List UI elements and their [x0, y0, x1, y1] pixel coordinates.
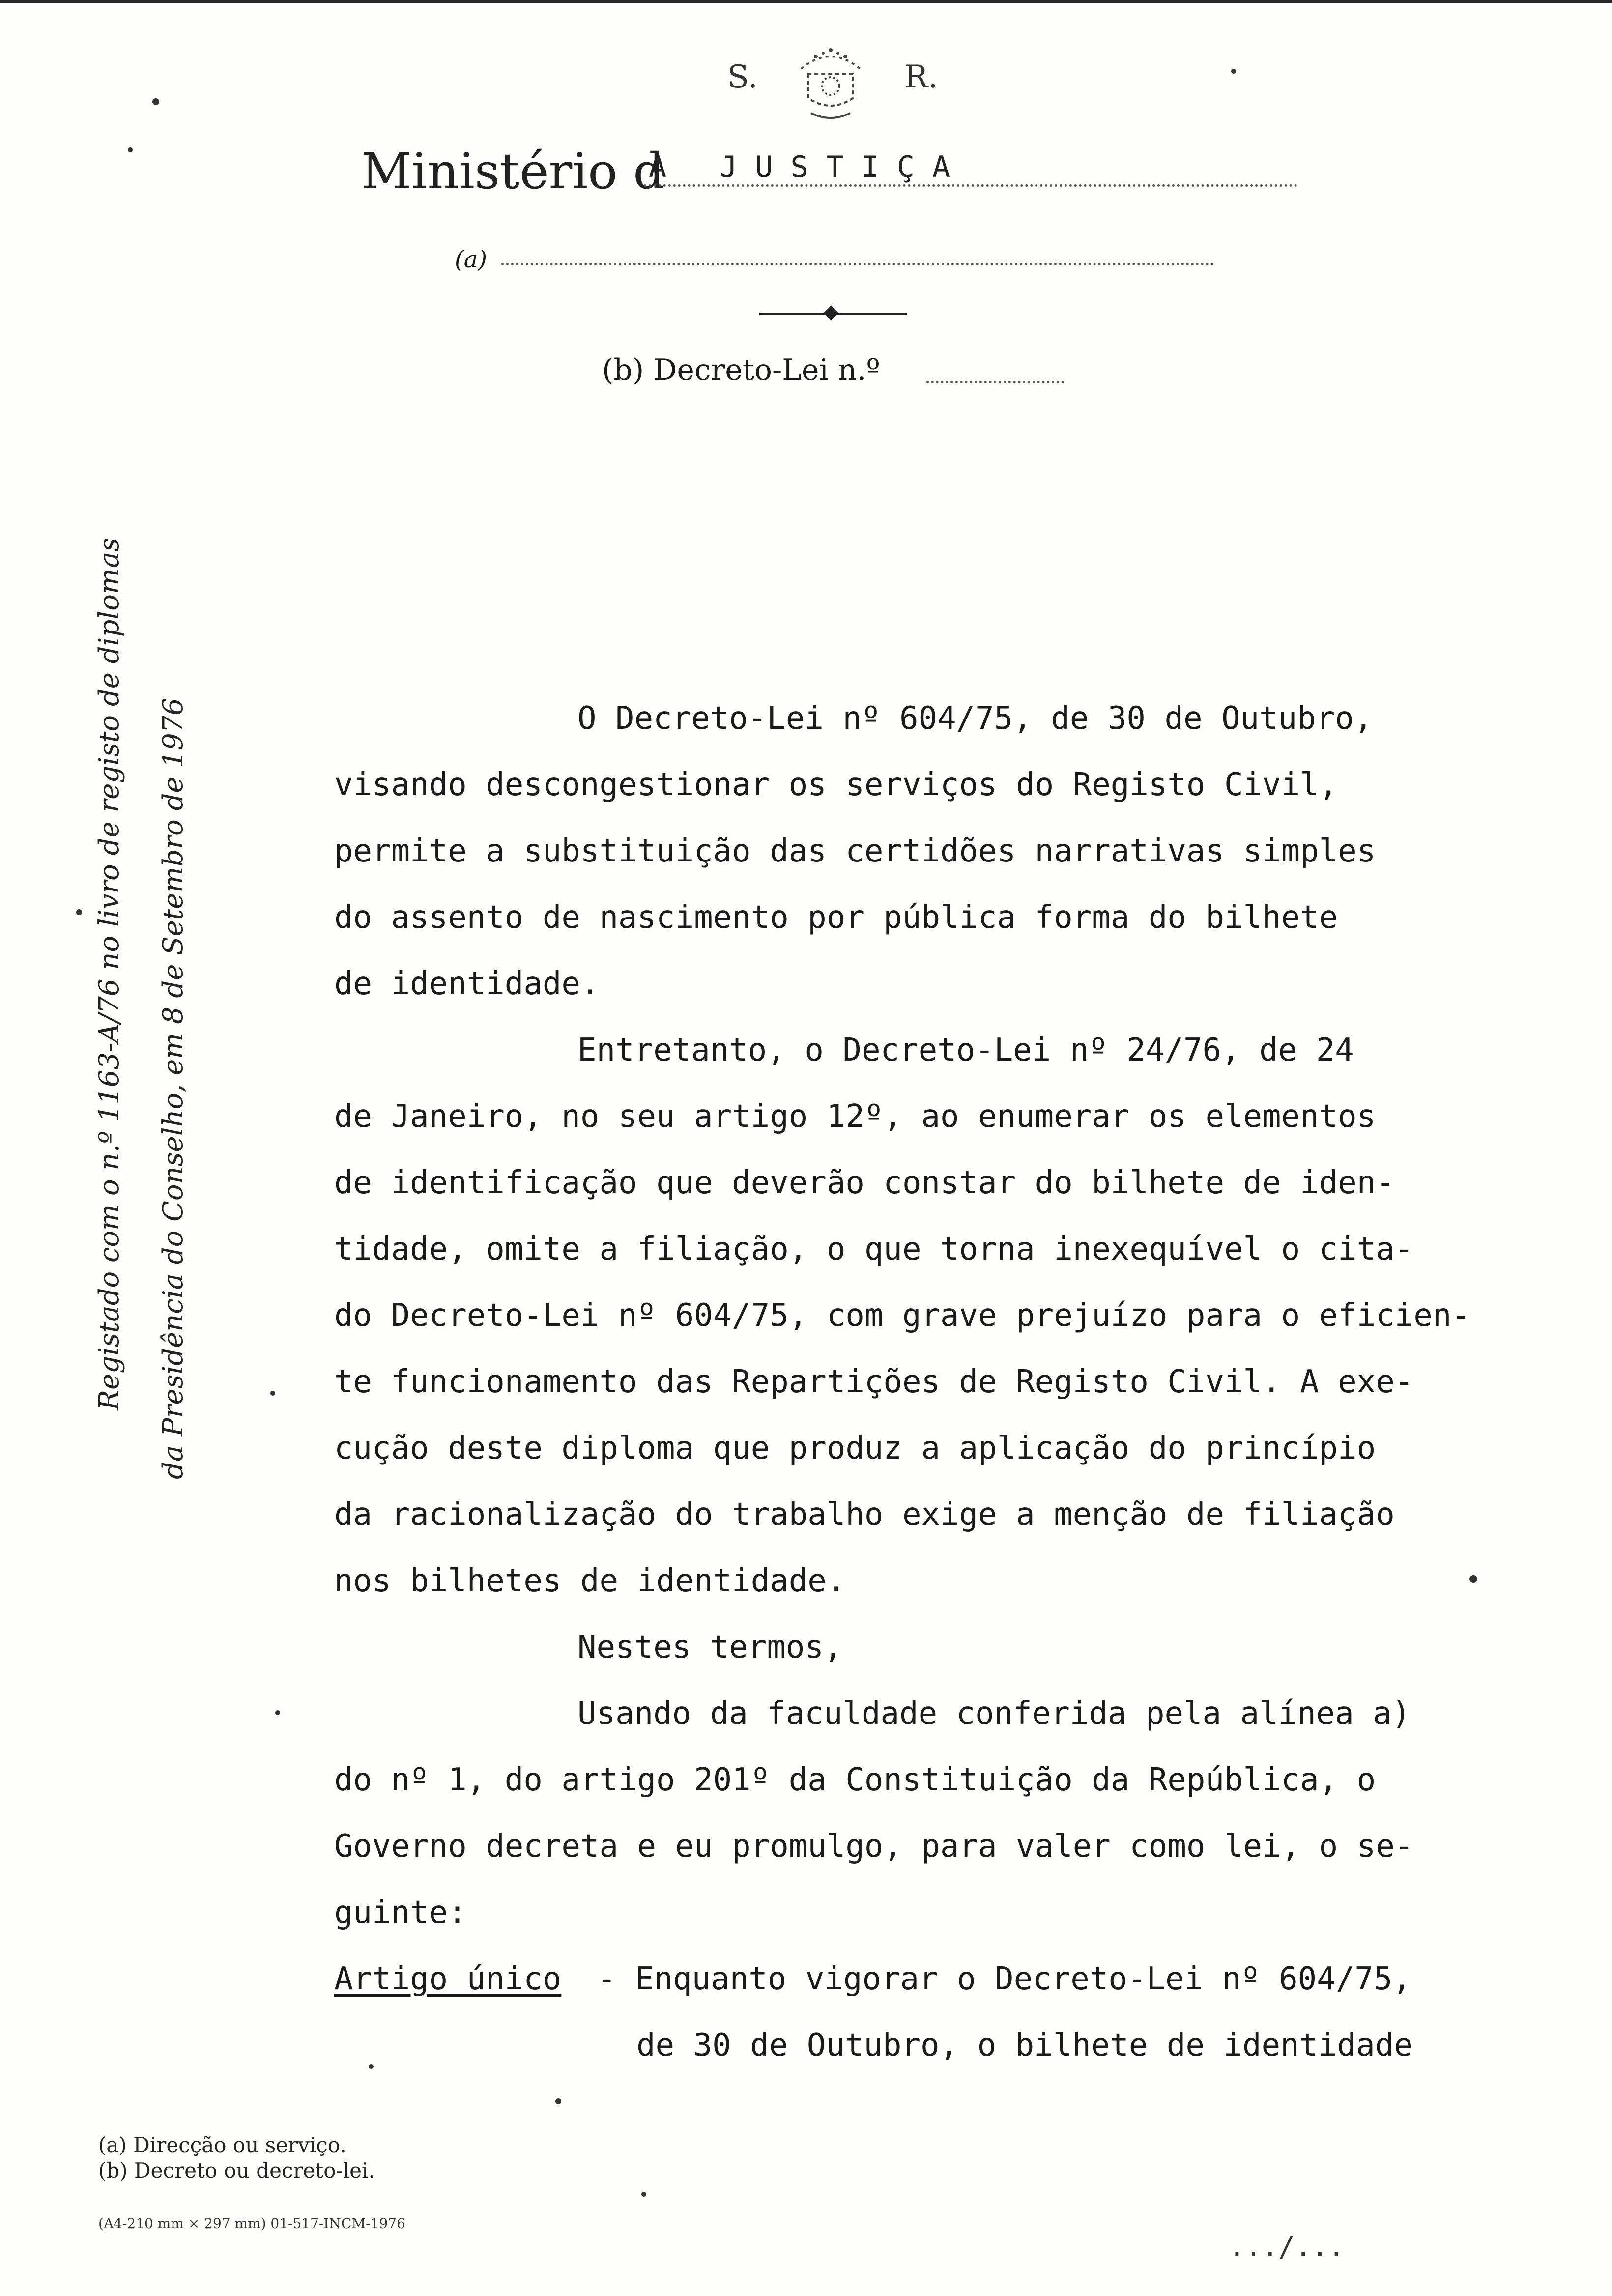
body-line: tidade, omite a filiação, o que torna inexequível o cita-	[334, 1231, 1414, 1267]
decreto-label: (b) Decreto-Lei n.º	[602, 353, 880, 387]
article-label: Artigo único	[334, 1961, 562, 1997]
body-line: da racionalização do trabalho exige a menção de filiação	[334, 1496, 1395, 1533]
margin-registration-note: Registado com o n.º 1163-A/76 no livro de registo de diplomas	[93, 537, 125, 1410]
ministerio-department: A JUSTIÇA	[649, 150, 968, 184]
divider-diamond-icon	[823, 305, 838, 320]
sr-left: S.	[727, 59, 758, 95]
scan-speck	[1469, 1575, 1477, 1583]
body-line: Entretanto, o Decreto-Lei nº 24/76, de 24	[577, 1032, 1354, 1068]
body-line: cução deste diploma que produz a aplicação do princípio	[334, 1430, 1376, 1466]
scan-speck	[128, 147, 133, 152]
body-line: do nº 1, do artigo 201º da Constituição da República, o	[334, 1762, 1376, 1798]
coat-of-arms-icon	[781, 39, 880, 123]
body-line: do Decreto-Lei nº 604/75, com grave prejuízo para o eficien-	[334, 1297, 1470, 1334]
scan-speck	[555, 2098, 561, 2104]
scan-speck	[76, 909, 82, 915]
body-line: guinte:	[334, 1894, 467, 1931]
scan-speck	[275, 1710, 280, 1715]
body-line: de identificação que deverão constar do bilhete de iden-	[334, 1165, 1395, 1201]
body-line: Governo decreta e eu promulgo, para valer como lei, o se-	[334, 1828, 1414, 1865]
ministerio-label: Ministério d	[361, 143, 665, 200]
scan-speck	[641, 2192, 646, 2197]
decreto-dotted-line	[926, 381, 1064, 383]
article-text-line: de 30 de Outubro, o bilhete de identidade	[636, 2027, 1413, 2064]
direccao-dotted-line	[501, 263, 1214, 265]
continuation-mark: .../...	[1229, 2231, 1345, 2263]
scan-speck	[152, 98, 159, 105]
body-line: visando descongestionar os serviços do Registo Civil,	[334, 767, 1338, 803]
body-line: nos bilhetes de identidade.	[334, 1563, 846, 1599]
body-line: de Janeiro, no seu artigo 12º, ao enumerar os elementos	[334, 1098, 1376, 1135]
top-edge-rule	[0, 0, 1612, 3]
footnote-b: (b) Decreto ou decreto-lei.	[98, 2158, 375, 2182]
body-line: permite a substituição das certidões narrativas simples	[334, 833, 1376, 869]
body-line: de identidade.	[334, 966, 600, 1002]
article-text-line: - Enquanto vigorar o Decreto-Lei nº 604/75,	[597, 1961, 1411, 1997]
direccao-label: (a)	[455, 246, 488, 273]
body-line: te funcionamento das Repartições de Registo Civil. A exe-	[334, 1364, 1414, 1400]
scan-speck	[1231, 69, 1236, 74]
print-reference: (A4-210 mm × 297 mm) 01-517-INCM-1976	[98, 2215, 405, 2232]
body-line: Nestes termos,	[577, 1629, 843, 1665]
ministerio-dotted-line	[644, 184, 1297, 187]
footnote-a: (a) Direcção ou serviço.	[98, 2133, 346, 2157]
body-line: do assento de nascimento por pública forma do bilhete	[334, 899, 1338, 936]
scan-speck	[369, 2064, 374, 2069]
scan-speck	[270, 1391, 275, 1396]
body-line: Usando da faculdade conferida pela alínea a)	[577, 1695, 1411, 1732]
margin-registration-date: da Presidência do Conselho, em 8 de Setembro de 1976	[157, 698, 189, 1479]
body-line: O Decreto-Lei nº 604/75, de 30 de Outubro,	[577, 700, 1373, 737]
sr-right: R.	[904, 59, 938, 95]
